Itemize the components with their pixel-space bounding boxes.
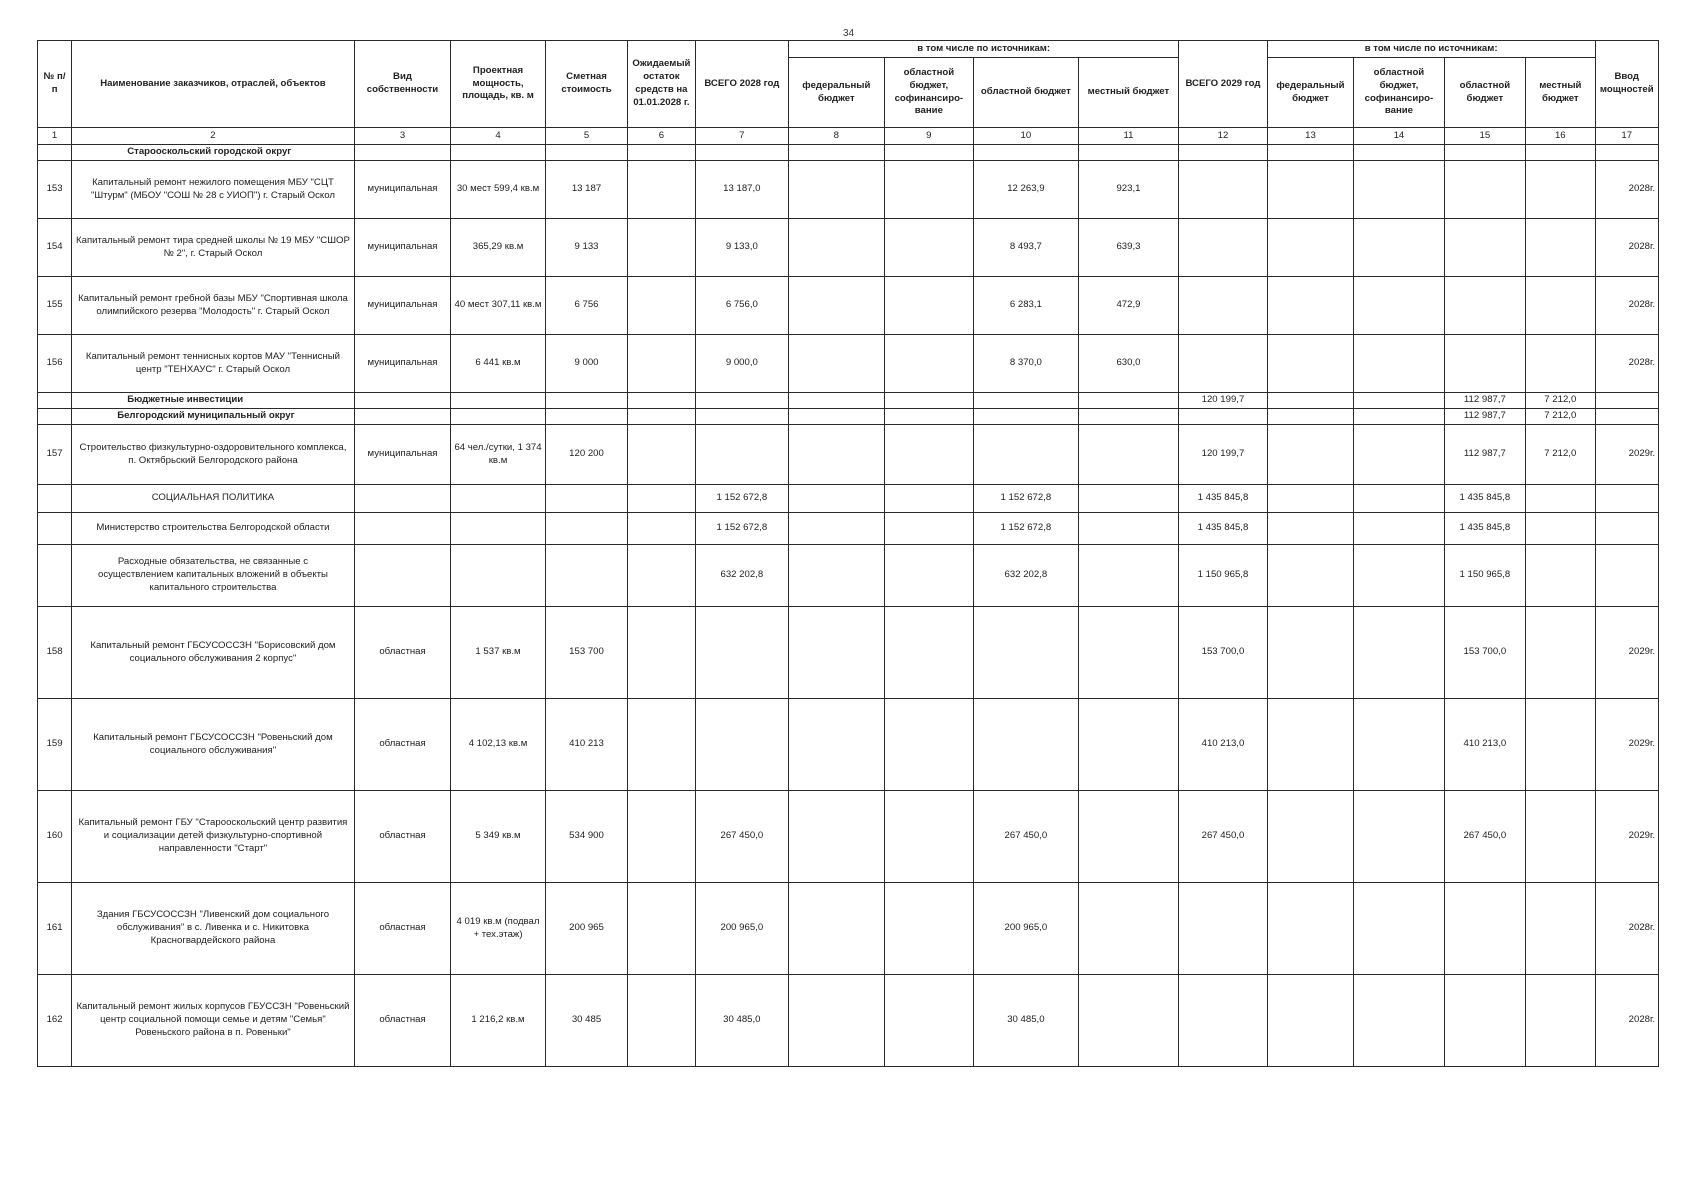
object-name: Капитальный ремонт жилых корпусов ГБУССЗН "Ровеньский центр социальной помощи семье и детям "Семья" Ровеньского района в п. Ровеньки" [72,975,355,1067]
cofin-2029 [1354,699,1444,791]
total-2029: 120 199,7 [1179,393,1267,409]
estimate: 120 200 [545,425,627,485]
header-commissioning: Ввод мощностей [1595,41,1658,128]
table-row [38,277,1659,335]
table-row [38,425,1659,485]
section-row [38,409,1659,425]
ownership: муниципальная [354,161,451,219]
federal-2028 [789,975,885,1067]
total-2029: 1 150 965,8 [1179,545,1267,607]
object-name: Здания ГБСУСОССЗН "Ливенский дом социального обслуживания" в с. Ливенка и с. Никитовка Красногвардейского района [72,883,355,975]
local-2028 [1078,607,1179,699]
total-2028: 1 152 672,8 [695,485,789,513]
total-2028: 267 450,0 [695,791,789,883]
total-2028 [695,607,789,699]
row-number: 158 [38,607,72,699]
regional-2028: 6 283,1 [974,277,1079,335]
cofin-2029 [1354,425,1444,485]
cofin-2028 [884,425,973,485]
local-2028: 639,3 [1078,219,1179,277]
estimate: 13 187 [545,161,627,219]
group-row [38,513,1659,545]
regional-2029: 153 700,0 [1444,607,1525,699]
cofin-2028 [884,335,973,393]
local-2028 [1078,791,1179,883]
column-number: 3 [354,128,451,145]
regional-2029: 1 435 845,8 [1444,485,1525,513]
local-2029 [1526,607,1595,699]
federal-2028 [789,219,885,277]
section-row [38,393,1659,409]
total-2029 [1179,277,1267,335]
federal-2029 [1267,607,1353,699]
estimate: 6 756 [545,277,627,335]
local-2029: 7 212,0 [1526,393,1595,409]
header-estimate: Сметная стоимость [545,41,627,128]
total-2029: 267 450,0 [1179,791,1267,883]
regional-2028 [974,425,1079,485]
local-2028 [1078,425,1179,485]
column-number: 8 [789,128,885,145]
row-number: 157 [38,425,72,485]
local-2028: 923,1 [1078,161,1179,219]
cofin-2029 [1354,335,1444,393]
federal-2028 [789,699,885,791]
cofin-2029 [1354,883,1444,975]
regional-2028: 8 370,0 [974,335,1079,393]
table-row [38,883,1659,975]
capacity: 30 мест 599,4 кв.м [451,161,546,219]
row-number: 161 [38,883,72,975]
commissioning: 2028г. [1595,975,1658,1067]
ownership: муниципальная [354,335,451,393]
regional-2028: 8 493,7 [974,219,1079,277]
commissioning: 2028г. [1595,161,1658,219]
federal-2029 [1267,883,1353,975]
regional-2028: 200 965,0 [974,883,1079,975]
local-2028: 472,9 [1078,277,1179,335]
capacity: 64 чел./сутки, 1 374 кв.м [451,425,546,485]
federal-2029 [1267,975,1353,1067]
local-2028 [1078,975,1179,1067]
remainder [628,791,695,883]
regional-2028: 30 485,0 [974,975,1079,1067]
column-number: 14 [1354,128,1444,145]
local-2028 [1078,883,1179,975]
capacity: 4 102,13 кв.м [451,699,546,791]
column-number: 16 [1526,128,1595,145]
cofin-2029 [1354,219,1444,277]
cofin-2028 [884,699,973,791]
local-2029 [1526,161,1595,219]
object-name: Капитальный ремонт гребной базы МБУ "Спортивная школа олимпийского резерва "Молодость" г. Старый Оскол [72,277,355,335]
total-2028: 30 485,0 [695,975,789,1067]
ownership: областная [354,607,451,699]
remainder [628,975,695,1067]
column-number: 2 [72,128,355,145]
remainder [628,607,695,699]
capacity: 1 537 кв.м [451,607,546,699]
remainder [628,425,695,485]
object-name: Капитальный ремонт нежилого помещения МБУ "СЦТ "Штурм" (МБОУ "СОШ № 28 с УИОП") г. Старый Оскол [72,161,355,219]
header-sources-2028: в том числе по источникам: [789,41,1179,58]
federal-2028 [789,277,885,335]
object-name: Капитальный ремонт теннисных кортов МАУ "Теннисный центр "ТЕНХАУС" г. Старый Оскол [72,335,355,393]
cofin-2029 [1354,975,1444,1067]
total-2028 [695,699,789,791]
regional-2028: 12 263,9 [974,161,1079,219]
commissioning: 2028г. [1595,277,1658,335]
header-capacity: Проектная мощность, площадь, кв. м [451,41,546,128]
cofin-2028 [884,219,973,277]
commissioning: 2029г. [1595,699,1658,791]
capacity: 365,29 кв.м [451,219,546,277]
header-federal-2029: федеральный бюджет [1267,58,1353,128]
regional-2029: 410 213,0 [1444,699,1525,791]
federal-2028 [789,425,885,485]
local-2029 [1526,791,1595,883]
header-federal-2028: федеральный бюджет [789,58,885,128]
table-row [38,607,1659,699]
total-2029: 410 213,0 [1179,699,1267,791]
local-2029 [1526,277,1595,335]
capacity: 40 мест 307,11 кв.м [451,277,546,335]
header-sources-2029: в том числе по источникам: [1267,41,1595,58]
cofin-2028 [884,883,973,975]
header-regional-cofin-2028: областной бюджет, софинансиро-вание [884,58,973,128]
row-number: 159 [38,699,72,791]
regional-2029: 1 150 965,8 [1444,545,1525,607]
regional-2029 [1444,277,1525,335]
object-name: Капитальный ремонт ГБУ "Старооскольский центр развития и социализации детей физкультурно-спортивной направленности "Старт" [72,791,355,883]
column-number: 9 [884,128,973,145]
column-number: 17 [1595,128,1658,145]
total-2029 [1179,335,1267,393]
remainder [628,219,695,277]
column-number: 1 [38,128,72,145]
local-2029 [1526,883,1595,975]
ownership: областная [354,883,451,975]
ownership: муниципальная [354,219,451,277]
regional-2029 [1444,975,1525,1067]
table-row [38,335,1659,393]
total-2029: 1 435 845,8 [1179,513,1267,545]
total-2029 [1179,975,1267,1067]
estimate: 200 965 [545,883,627,975]
section-row [38,145,1659,161]
regional-2029: 112 987,7 [1444,425,1525,485]
object-name: Капитальный ремонт ГБСУСОССЗН "Борисовский дом социального обслуживания 2 корпус" [72,607,355,699]
commissioning: 2028г. [1595,335,1658,393]
header-regional-2029: областной бюджет [1444,58,1525,128]
federal-2029 [1267,699,1353,791]
remainder [628,277,695,335]
total-2028 [695,425,789,485]
regional-2028: 267 450,0 [974,791,1079,883]
local-2029 [1526,699,1595,791]
cofin-2028 [884,161,973,219]
total-2029: 120 199,7 [1179,425,1267,485]
column-number: 6 [628,128,695,145]
object-name: Строительство физкультурно-оздоровительного комплекса, п. Октябрьский Белгородского района [72,425,355,485]
row-number: 153 [38,161,72,219]
regional-2028: 1 152 672,8 [974,513,1079,545]
group-title: СОЦИАЛЬНАЯ ПОЛИТИКА [72,485,355,513]
cofin-2028 [884,791,973,883]
capacity: 4 019 кв.м (подвал + тех.этаж) [451,883,546,975]
section-title: Бюджетные инвестиции [72,393,355,409]
capacity: 1 216,2 кв.м [451,975,546,1067]
column-number: 10 [974,128,1079,145]
remainder [628,699,695,791]
budget-table [37,40,1659,1067]
estimate: 30 485 [545,975,627,1067]
cofin-2028 [884,975,973,1067]
table-row [38,161,1659,219]
federal-2028 [789,607,885,699]
header-remainder: Ожидаемый остаток средств на 01.01.2028 г. [628,41,695,128]
section-title: Белгородский муниципальный округ [72,409,355,425]
commissioning: 2028г. [1595,219,1658,277]
total-2028: 1 152 672,8 [695,513,789,545]
group-title: Расходные обязательства, не связанные с осуществлением капитальных вложений в объекты капитального строительства [72,545,355,607]
federal-2028 [789,161,885,219]
regional-2028 [974,607,1079,699]
header-local-2028: местный бюджет [1078,58,1179,128]
page-number: 34 [842,28,855,39]
commissioning: 2028г. [1595,883,1658,975]
column-number: 7 [695,128,789,145]
column-number: 11 [1078,128,1179,145]
object-name: Капитальный ремонт тира средней школы № 19 МБУ "СШОР № 2", г. Старый Оскол [72,219,355,277]
local-2029: 7 212,0 [1526,409,1595,425]
federal-2028 [789,791,885,883]
cofin-2029 [1354,791,1444,883]
local-2029 [1526,335,1595,393]
cofin-2029 [1354,607,1444,699]
regional-2028: 1 152 672,8 [974,485,1079,513]
local-2029 [1526,219,1595,277]
estimate: 9 133 [545,219,627,277]
table-row [38,699,1659,791]
total-2029: 153 700,0 [1179,607,1267,699]
header-ownership: Вид собственности [354,41,451,128]
estimate: 153 700 [545,607,627,699]
header-regional-cofin-2029: областной бюджет, софинансиро-вание [1354,58,1444,128]
commissioning: 2029г. [1595,607,1658,699]
row-number: 155 [38,277,72,335]
regional-2029 [1444,335,1525,393]
federal-2029 [1267,277,1353,335]
federal-2029 [1267,161,1353,219]
header-total-2028: ВСЕГО 2028 год [695,41,789,128]
section-title: Старооскольский городской округ [72,145,355,161]
commissioning: 2029г. [1595,791,1658,883]
commissioning: 2029г. [1595,425,1658,485]
header-no: № п/п [38,41,72,128]
local-2029: 7 212,0 [1526,425,1595,485]
federal-2029 [1267,335,1353,393]
federal-2029 [1267,219,1353,277]
table-row [38,791,1659,883]
total-2029 [1179,161,1267,219]
capacity: 6 441 кв.м [451,335,546,393]
header-local-2029: местный бюджет [1526,58,1595,128]
header-total-2029: ВСЕГО 2029 год [1179,41,1267,128]
cofin-2028 [884,607,973,699]
total-2029 [1179,219,1267,277]
ownership: муниципальная [354,277,451,335]
federal-2028 [789,335,885,393]
column-number: 12 [1179,128,1267,145]
cofin-2029 [1354,277,1444,335]
cofin-2029 [1354,161,1444,219]
estimate: 9 000 [545,335,627,393]
regional-2028: 632 202,8 [974,545,1079,607]
estimate: 534 900 [545,791,627,883]
column-number: 4 [451,128,546,145]
remainder [628,883,695,975]
row-number: 162 [38,975,72,1067]
regional-2029: 267 450,0 [1444,791,1525,883]
column-number: 15 [1444,128,1525,145]
total-2028: 9 133,0 [695,219,789,277]
federal-2029 [1267,425,1353,485]
total-2028: 13 187,0 [695,161,789,219]
regional-2029: 1 435 845,8 [1444,513,1525,545]
total-2029 [1179,409,1267,425]
group-row [38,545,1659,607]
row-number: 160 [38,791,72,883]
table-row [38,219,1659,277]
ownership: областная [354,975,451,1067]
column-number: 13 [1267,128,1353,145]
federal-2028 [789,883,885,975]
column-number: 5 [545,128,627,145]
remainder [628,161,695,219]
federal-2029 [1267,791,1353,883]
regional-2028 [974,699,1079,791]
total-2028: 632 202,8 [695,545,789,607]
total-2029 [1179,883,1267,975]
header-regional-2028: областной бюджет [974,58,1079,128]
ownership: областная [354,791,451,883]
estimate: 410 213 [545,699,627,791]
total-2028: 9 000,0 [695,335,789,393]
local-2028 [1078,699,1179,791]
regional-2029 [1444,161,1525,219]
remainder [628,335,695,393]
row-number: 154 [38,219,72,277]
regional-2029: 112 987,7 [1444,409,1525,425]
regional-2029 [1444,219,1525,277]
table-row [38,975,1659,1067]
header-name: Наименование заказчиков, отраслей, объектов [72,41,355,128]
total-2029: 1 435 845,8 [1179,485,1267,513]
ownership: муниципальная [354,425,451,485]
ownership: областная [354,699,451,791]
column-number-row [38,128,1659,145]
regional-2029: 112 987,7 [1444,393,1525,409]
capacity: 5 349 кв.м [451,791,546,883]
local-2028: 630,0 [1078,335,1179,393]
local-2029 [1526,975,1595,1067]
regional-2029 [1444,883,1525,975]
total-2028: 6 756,0 [695,277,789,335]
group-title: Министерство строительства Белгородской области [72,513,355,545]
total-2028: 200 965,0 [695,883,789,975]
group-row [38,485,1659,513]
object-name: Капитальный ремонт ГБСУСОССЗН "Ровеньский дом социального обслуживания" [72,699,355,791]
cofin-2028 [884,277,973,335]
row-number: 156 [38,335,72,393]
